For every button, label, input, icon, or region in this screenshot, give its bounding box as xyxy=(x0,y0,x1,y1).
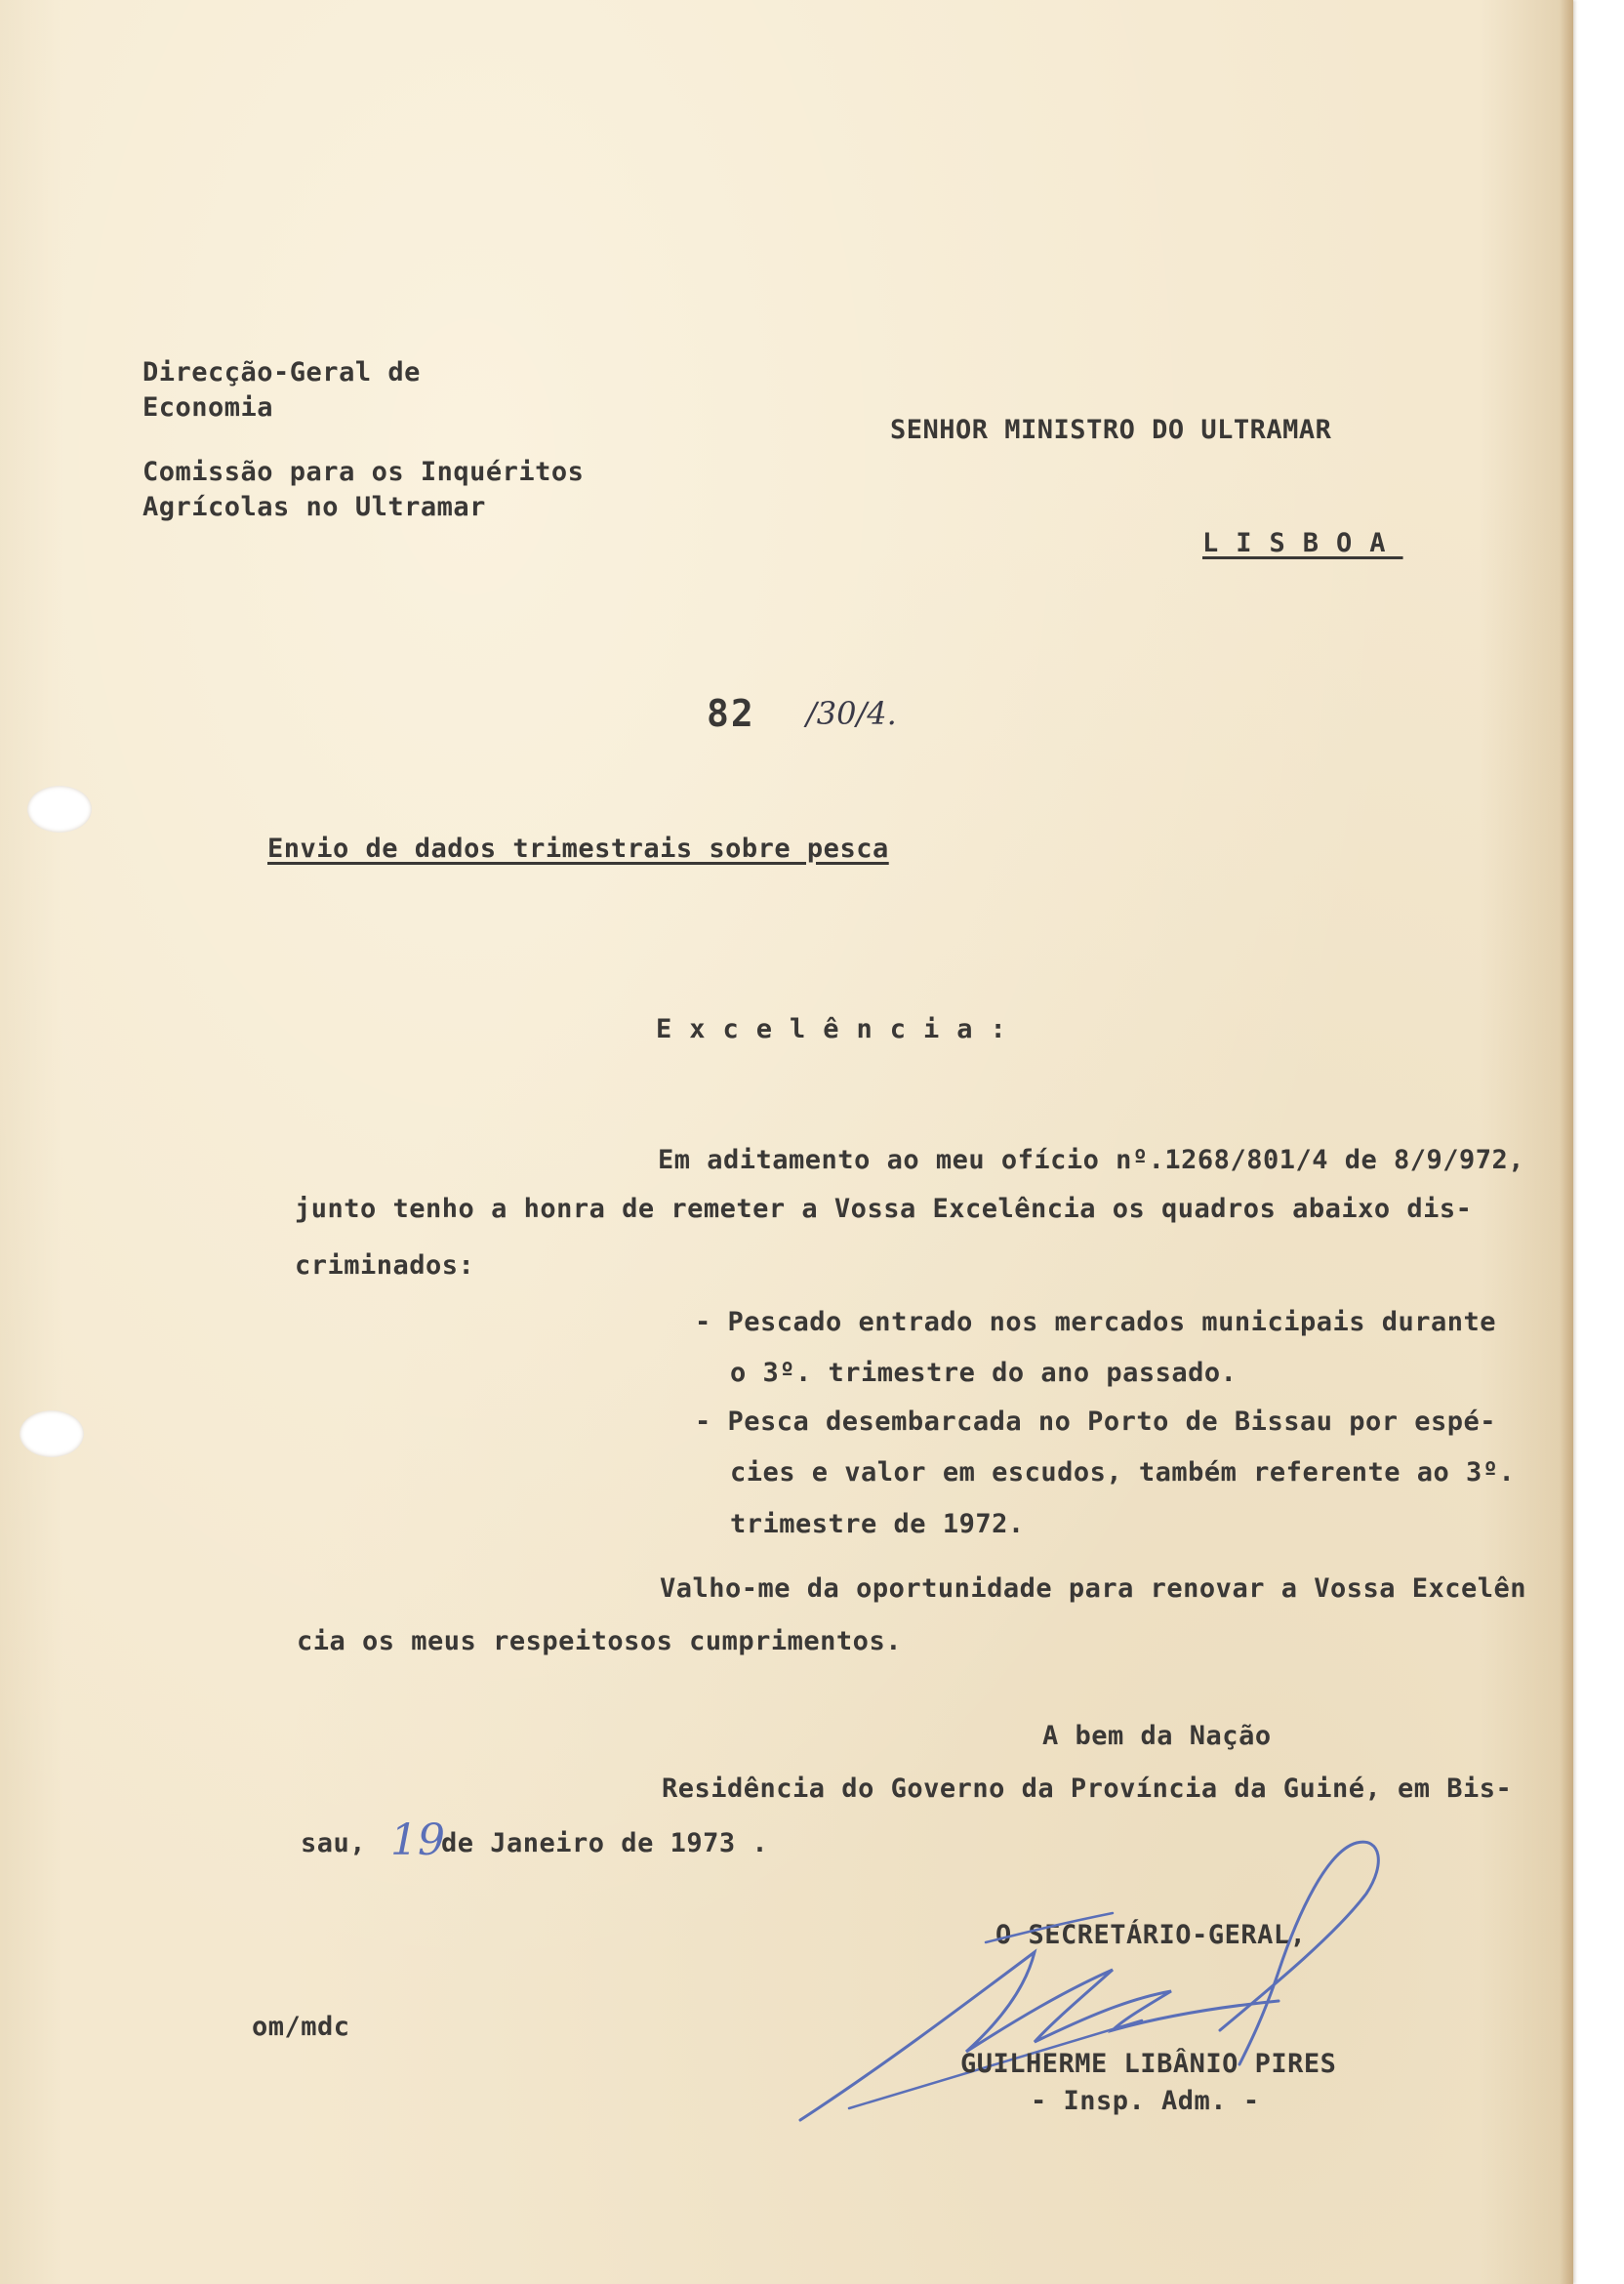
reference-handwritten: /30/4. xyxy=(806,695,897,732)
paper-edge-shadow xyxy=(1560,0,1573,2284)
salutation: Excelência: xyxy=(656,1014,1024,1044)
reference-number: 82 xyxy=(707,692,755,735)
closing-day-handwritten: 19 xyxy=(390,1815,445,1865)
city: LISBOA xyxy=(1202,528,1403,558)
typist-initials: om/mdc xyxy=(252,2012,350,2042)
list-item-1-line-1: - Pescado entrado nos mercados municipais durante xyxy=(695,1307,1497,1337)
signatory-role: - Insp. Adm. - xyxy=(1031,2086,1260,2116)
punch-hole-top xyxy=(27,786,92,833)
punch-hole-bottom xyxy=(20,1410,84,1457)
list-item-2-line-2: cies e valor em escudos, também referente ao 3º. xyxy=(730,1457,1516,1488)
list-item-2-line-3: trimestre de 1972. xyxy=(730,1509,1025,1539)
commission-line-2: Agrícolas no Ultramar xyxy=(142,492,486,522)
signatory-name: GUILHERME LIBÂNIO PIRES xyxy=(960,2049,1337,2079)
sender-line-2: Economia xyxy=(142,392,274,423)
closing-place-suffix: de Janeiro de 1973 . xyxy=(441,1828,769,1858)
list-item-2-line-1: - Pesca desembarcada no Porto de Bissau por espé- xyxy=(695,1407,1497,1437)
closing-place-prefix: sau, xyxy=(301,1828,367,1858)
addressee: SENHOR MINISTRO DO ULTRAMAR xyxy=(890,415,1332,445)
subject-line: Envio de dados trimestrais sobre pesca xyxy=(267,834,889,864)
closing-motto: A bem da Nação xyxy=(1042,1721,1272,1751)
sender-line-1: Direcção-Geral de xyxy=(142,357,421,387)
body-p2-line-2: cia os meus respeitosos cumprimentos. xyxy=(297,1626,902,1656)
body-p1-line-1: Em aditamento ao meu ofício nº.1268/801/4 de 8/9/972, xyxy=(658,1145,1525,1175)
body-p2-line-1: Valho-me da oportunidade para renovar a Vossa Excelên xyxy=(660,1573,1527,1604)
closing-place-line-1: Residência do Governo da Província da Guiné, em Bis- xyxy=(662,1774,1513,1804)
list-item-1-line-2: o 3º. trimestre do ano passado. xyxy=(730,1358,1238,1388)
body-p1-line-2: junto tenho a honra de remeter a Vossa Excelência os quadros abaixo dis- xyxy=(295,1194,1473,1224)
signature-title: O SECRETÁRIO-GERAL, xyxy=(995,1920,1307,1950)
body-p1-line-3: criminados: xyxy=(295,1250,475,1281)
commission-line-1: Comissão para os Inquéritos xyxy=(142,457,585,487)
